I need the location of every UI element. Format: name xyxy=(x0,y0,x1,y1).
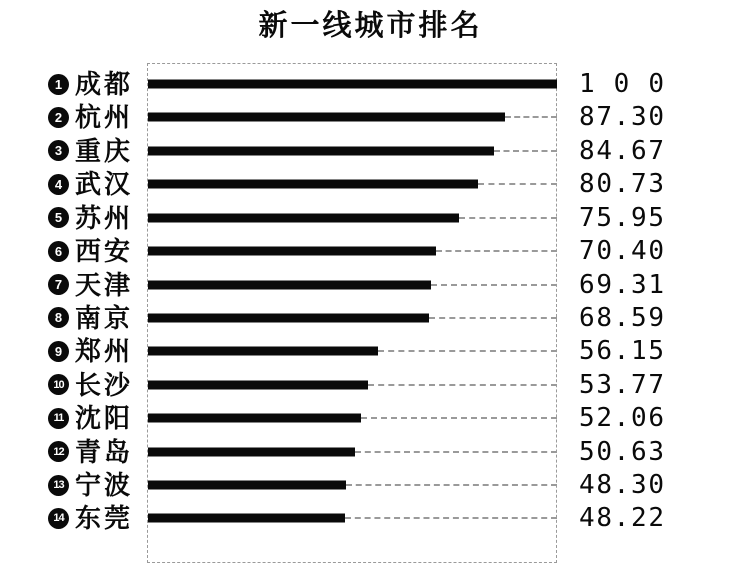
row-label xyxy=(48,236,134,267)
city-label: 青岛 xyxy=(75,436,134,467)
bar xyxy=(148,481,346,490)
bar-trailing-dash xyxy=(368,384,557,386)
bar-row xyxy=(0,68,741,101)
city-label: 重庆 xyxy=(75,135,134,166)
bar-trailing-dash xyxy=(361,417,557,419)
chart-title: 新一线城市排名 xyxy=(258,10,483,42)
bar-row xyxy=(0,301,741,334)
bar-trailing-dash xyxy=(431,284,557,286)
bar-row xyxy=(0,435,741,468)
bar xyxy=(148,213,459,222)
value-label: 5 2 . 0 6 xyxy=(579,403,664,434)
rank-badge: 12 xyxy=(48,441,69,462)
bar-trailing-dash xyxy=(436,250,557,252)
rank-badge: 7 xyxy=(48,274,69,295)
bar-trailing-dash xyxy=(346,484,557,486)
bar-row xyxy=(0,335,741,368)
city-label: 沈阳 xyxy=(75,403,134,434)
bar-row xyxy=(0,402,741,435)
bar xyxy=(148,313,429,322)
bar-row xyxy=(0,168,741,201)
rank-badge: 1 xyxy=(48,74,69,95)
row-label xyxy=(48,369,134,400)
bar-trailing-dash xyxy=(355,451,557,453)
bar xyxy=(148,113,505,122)
value-label: 1 0 0 xyxy=(579,69,664,99)
bar-row xyxy=(0,201,741,234)
bar-row xyxy=(0,469,741,502)
city-label: 东莞 xyxy=(75,503,134,534)
value-label: 7 0 . 4 0 xyxy=(579,236,664,267)
value-label: 4 8 . 3 0 xyxy=(579,470,664,501)
city-label: 西安 xyxy=(75,236,134,267)
row-label xyxy=(48,135,134,166)
bar xyxy=(148,80,557,89)
rank-badge: 6 xyxy=(48,241,69,262)
row-label xyxy=(48,202,134,233)
row-label xyxy=(48,71,133,97)
city-label: 武汉 xyxy=(75,169,134,200)
bar xyxy=(148,146,494,155)
rank-badge: 10 xyxy=(48,374,69,395)
rank-badge: 13 xyxy=(48,475,69,496)
rank-badge: 3 xyxy=(48,140,69,161)
row-label xyxy=(48,436,134,467)
value-label: 7 5 . 9 5 xyxy=(579,202,664,233)
bar-row xyxy=(0,134,741,167)
bar xyxy=(148,280,431,289)
city-label: 天津 xyxy=(75,269,134,300)
bar-trailing-dash xyxy=(378,350,557,352)
bar xyxy=(148,247,436,256)
bar-trailing-dash xyxy=(494,150,557,152)
value-label: 8 7 . 3 0 xyxy=(579,102,664,133)
row-label xyxy=(48,102,134,133)
city-label: 南京 xyxy=(75,302,134,333)
bar-trailing-dash xyxy=(505,116,557,118)
value-label: 5 0 . 6 3 xyxy=(579,436,664,467)
bar xyxy=(148,447,355,456)
rank-badge: 14 xyxy=(48,508,69,529)
row-label xyxy=(48,503,134,534)
value-label: 5 3 . 7 7 xyxy=(579,369,664,400)
row-label xyxy=(48,169,134,200)
bar xyxy=(148,414,361,423)
bar xyxy=(148,180,478,189)
bar xyxy=(148,347,378,356)
bar xyxy=(148,380,368,389)
value-label: 6 8 . 5 9 xyxy=(579,302,664,333)
city-label: 郑州 xyxy=(75,336,134,367)
rank-badge: 9 xyxy=(48,341,69,362)
bar-row xyxy=(0,268,741,301)
city-label: 成都 xyxy=(75,69,134,99)
value-label: 4 8 . 2 2 xyxy=(579,503,664,534)
bar-row xyxy=(0,368,741,401)
value-label: 6 9 . 3 1 xyxy=(579,269,664,300)
rank-badge: 8 xyxy=(48,307,69,328)
bar xyxy=(148,514,345,523)
bar-row xyxy=(0,101,741,134)
bar-trailing-dash xyxy=(478,183,557,185)
bar-trailing-dash xyxy=(429,317,557,319)
city-label: 宁波 xyxy=(75,470,134,501)
bar-row xyxy=(0,502,741,535)
city-label: 杭州 xyxy=(75,102,134,133)
row-label xyxy=(48,403,134,434)
rank-badge: 2 xyxy=(48,107,69,128)
rank-badge: 5 xyxy=(48,207,69,228)
bar-trailing-dash xyxy=(459,217,557,219)
value-label: 8 4 . 6 7 xyxy=(579,135,664,166)
city-label: 长沙 xyxy=(75,369,134,400)
rank-badge: 4 xyxy=(48,174,69,195)
row-label xyxy=(48,470,134,501)
row-label xyxy=(48,336,134,367)
value-label: 8 0 . 7 3 xyxy=(579,169,664,200)
value-label: 5 6 . 1 5 xyxy=(579,336,664,367)
rank-badge: 11 xyxy=(48,408,69,429)
row-label xyxy=(48,302,134,333)
row-label xyxy=(48,269,134,300)
city-label: 苏州 xyxy=(75,202,134,233)
bar-trailing-dash xyxy=(345,517,557,519)
bar-row xyxy=(0,235,741,268)
